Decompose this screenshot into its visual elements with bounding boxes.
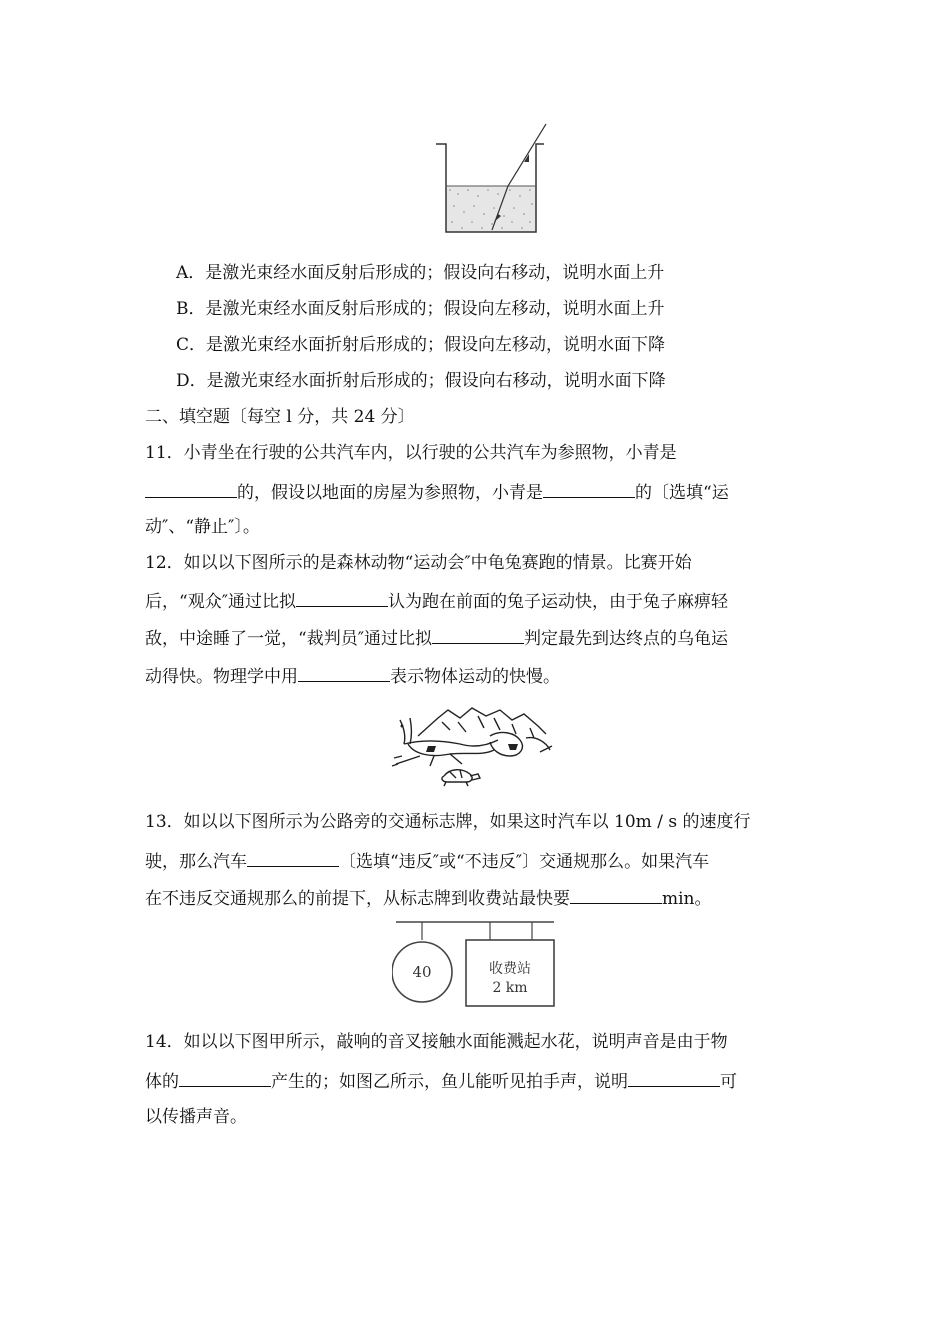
speed-limit-value: 40: [412, 963, 432, 981]
q11-line2: 的，假设以地面的房屋为参照物，小青是 的〔选填“运: [145, 479, 729, 505]
option-text: 是激光束经水面反射后形成的；假设向右移动，说明水面上升: [205, 263, 665, 283]
q11-line1: 11．小青坐在行驶的公共汽车内，以行驶的公共汽车为参照物，小青是: [145, 443, 677, 463]
q12-line4: 动得快。物理学中用 表示物体运动的快慢。: [145, 663, 560, 689]
q11-line3: 动″、“静止″〕。: [145, 517, 260, 537]
option-c: [176, 333, 665, 357]
tortoise-hare-illustration: [390, 700, 560, 788]
beaker-laser-diagram: [428, 118, 553, 238]
answer-blank[interactable]: [145, 479, 237, 498]
answer-blank[interactable]: [570, 885, 662, 904]
q13-line1: 13．如以以下图所示为公路旁的交通标志牌，如果这时汽车以 10m / s 的速度行: [145, 812, 751, 832]
option-text: 是激光束经水面折射后形成的；假设向右移动，说明水面下降: [206, 371, 666, 391]
q12-line3: 敌，中途睡了一觉，“裁判员″通过比拟 判定最先到达终点的乌龟运: [145, 625, 728, 651]
option-letter: C．: [176, 335, 207, 355]
toll-station-distance: 2 km: [492, 980, 528, 996]
answer-blank[interactable]: [296, 588, 388, 607]
q13-line2: 驶，那么汽车 〔选填“违反″或“不违反″〕交通规那么。如果汽车: [145, 848, 709, 874]
toll-station-label: 收费站: [489, 961, 531, 977]
option-letter: A．: [176, 263, 206, 283]
traffic-sign-diagram: [392, 918, 557, 1008]
option-text: 是激光束经水面反射后形成的；假设向左移动，说明水面上升: [205, 299, 665, 319]
option-letter: B．: [176, 299, 206, 319]
q13-line3: 在不违反交通规那么的前提下，从标志牌到收费站最快要 min。: [145, 885, 712, 911]
answer-blank[interactable]: [298, 663, 390, 682]
option-b: [176, 297, 665, 321]
answer-blank[interactable]: [179, 1068, 271, 1087]
q12-line2: 后，“观众″通过比拟 认为跑在前面的兔子运动快，由于兔子麻痹轻: [145, 588, 728, 614]
answer-blank[interactable]: [247, 848, 339, 867]
answer-blank[interactable]: [432, 625, 524, 644]
q14-line1: 14．如以以下图甲所示，敲响的音叉接触水面能溅起水花，说明声音是由于物: [145, 1032, 728, 1052]
answer-blank[interactable]: [543, 479, 635, 498]
q14-line2: 体的 产生的；如图乙所示，鱼儿能听见拍手声，说明 可: [145, 1068, 737, 1094]
section-title: 二、填空题〔每空 l 分，共 24 分〕: [145, 407, 415, 427]
q12-line1: 12．如以以下图所示的是森林动物“运动会″中龟兔赛跑的情景。比赛开始: [145, 553, 692, 573]
q14-line3: 以传播声音。: [145, 1107, 247, 1127]
option-text: 是激光束经水面折射后形成的；假设向左移动，说明水面下降: [206, 335, 666, 355]
option-letter: D．: [176, 371, 207, 391]
option-d: [176, 369, 666, 393]
option-a: [176, 261, 664, 285]
answer-blank[interactable]: [628, 1068, 720, 1087]
